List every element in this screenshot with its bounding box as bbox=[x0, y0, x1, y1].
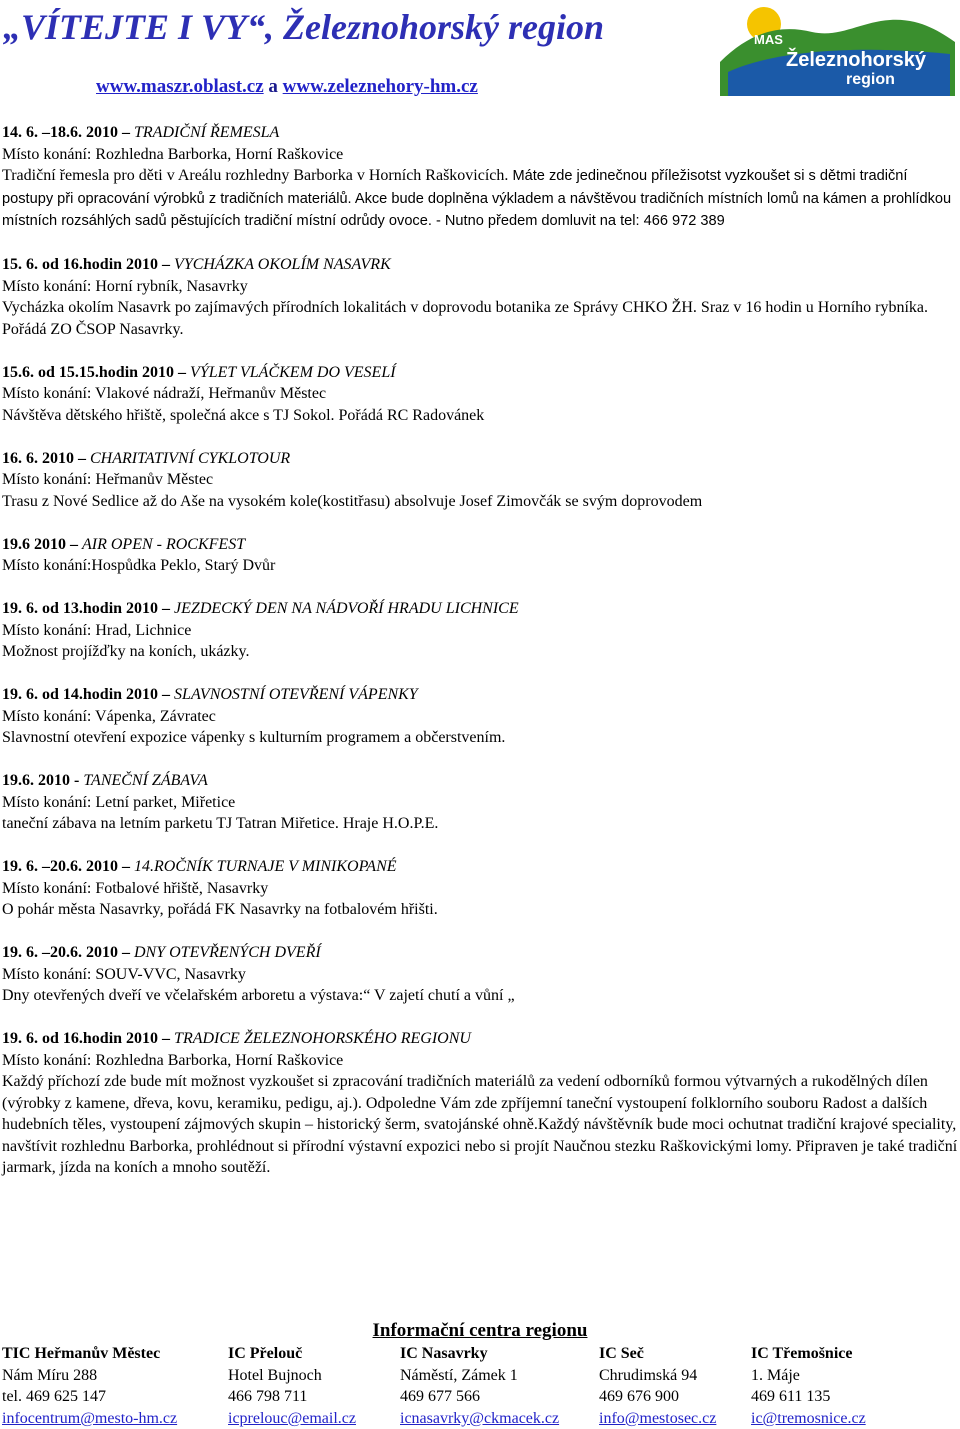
event-heading bbox=[2, 1028, 958, 1050]
event-description: Dny otevřených dveří ve včelařském arboretu a výstava:“ V zajetí chutí a vůní „ bbox=[2, 987, 515, 1004]
event-place: Místo konání: Horní rybník, Nasavrky bbox=[2, 277, 248, 295]
event-date: 19.6 2010 – bbox=[2, 535, 78, 553]
page-title: „VÍTEJTE I VY“, Železnohorský region bbox=[3, 7, 605, 47]
info-center-phone: 469 611 135 bbox=[751, 1388, 831, 1406]
info-center-phone: tel. 469 625 147 bbox=[2, 1388, 106, 1406]
event-date: 19. 6. –20.6. 2010 – bbox=[2, 858, 130, 875]
event-date: 19.6. 2010 - bbox=[2, 772, 80, 789]
info-center-phone: 469 676 900 bbox=[599, 1388, 679, 1406]
event-item bbox=[2, 448, 958, 513]
event-desc-part: Tradiční řemesla pro děti v Areálu rozhledny Barborka v Horních Raškovicích. bbox=[2, 167, 509, 184]
event-item bbox=[2, 770, 958, 835]
link-zeleznehory[interactable]: www.zeleznehory-hm.cz bbox=[282, 76, 478, 97]
event-place: Místo konání: Hrad, Lichnice bbox=[2, 621, 192, 639]
event-place: Místo konání: Vápenka, Závratec bbox=[2, 707, 216, 725]
info-center-phone: 466 798 711 bbox=[228, 1388, 308, 1406]
event-heading bbox=[2, 684, 958, 706]
event-description: Vycházka okolím Nasavrk po zajímavých přírodních lokalitách v doprovodu botanika ze Správy CHKO ŽH. Sraz v 16 hodin u Horního rybníka. Pořádá ZO ČSOP Nasavrky. bbox=[2, 299, 929, 338]
event-heading bbox=[2, 122, 958, 144]
event-date: 19. 6. od 13.hodin 2010 – bbox=[2, 600, 171, 617]
link-maszr[interactable]: www.maszr.oblast.cz bbox=[96, 76, 264, 97]
info-center bbox=[228, 1343, 356, 1429]
info-center-email[interactable]: infocentrum@mesto-hm.cz bbox=[2, 1409, 178, 1427]
info-center-address: 1. Máje bbox=[751, 1366, 800, 1384]
event-item bbox=[2, 684, 958, 749]
info-center-email[interactable]: icprelouc@email.cz bbox=[228, 1409, 356, 1427]
event-item bbox=[2, 534, 958, 577]
event-description: Trasu z Nové Sedlice až do Aše na vysokém kole(kostitřasu) absolvuje Josef Zimovčák se svým doprovodem bbox=[2, 492, 703, 510]
event-title: TANEČNÍ ZÁBAVA bbox=[83, 772, 208, 789]
event-item bbox=[2, 942, 958, 1007]
info-center-name: TIC Heřmanův Městec bbox=[2, 1345, 161, 1362]
event-place: Místo konání: Fotbalové hřiště, Nasavrky bbox=[2, 879, 269, 897]
event-description: Slavnostní otevření expozice vápenky s kulturním programem a občerstvením. bbox=[2, 729, 506, 746]
event-title: 14.ROČNÍK TURNAJE V MINIKOPANÉ bbox=[134, 858, 397, 875]
links-conjunction: a bbox=[268, 76, 278, 97]
event-heading bbox=[2, 942, 958, 964]
info-center bbox=[2, 1343, 177, 1429]
event-date: 19. 6. od 16.hodin 2010 – bbox=[2, 1030, 171, 1047]
event-item bbox=[2, 598, 958, 663]
info-center-email[interactable]: info@mestosec.cz bbox=[599, 1409, 717, 1427]
event-description: Návštěva dětského hřiště, společná akce s TJ Sokol. Pořádá RC Radovánek bbox=[2, 406, 485, 424]
info-center bbox=[599, 1343, 716, 1429]
info-center-phone: 469 677 566 bbox=[400, 1388, 480, 1406]
event-date: 19. 6. od 14.hodin 2010 – bbox=[2, 686, 171, 703]
event-date: 16. 6. 2010 – bbox=[2, 449, 86, 467]
event-place: Místo konání: Rozhledna Barborka, Horní Raškovice bbox=[2, 145, 344, 163]
event-place: Místo konání: Heřmanův Městec bbox=[2, 471, 214, 488]
event-description: Každý příchozí zde bude mít možnost vyzkoušet si zpracování tradičních materiálů za vedení odborníků formou výtvarných a rukodělných dílen (výrobky z kamene, dřeva, kovu, keramiku, pedigu, aj.). Odpoledne Vám zde zpříjemní taneční vystoupení folklorního souboru Radost a dalších hudebních těles, vystoupení zájmových skupin – historický šerm, svatojánské ohně.Každý návštěvník bude moci ochutnat tradiční krajové speciality, navštívit rozhlednu Barborka, prohlédnout si přírodní výstavní expozici nebo si projít Naučnou stezku Raškovickými lomy. Připraven je také tradiční jarmark, jízda na koních a mnoho soutěží. bbox=[2, 1073, 958, 1176]
info-center-address: Hotel Bujnoch bbox=[228, 1366, 322, 1384]
event-heading bbox=[2, 362, 958, 384]
logo-text-mas: MAS bbox=[754, 32, 783, 47]
event-list bbox=[2, 122, 958, 1200]
event-date: 19. 6. –20.6. 2010 – bbox=[2, 944, 130, 961]
info-center-email[interactable]: icnasavrky@ckmacek.cz bbox=[400, 1409, 560, 1427]
info-center-name: IC Třemošnice bbox=[751, 1345, 853, 1362]
mas-zeleznohorsky-logo bbox=[720, 2, 955, 96]
event-title: AIR OPEN - ROCKFEST bbox=[82, 535, 246, 553]
event-place: Místo konání: Letní parket, Miřetice bbox=[2, 793, 236, 811]
info-centers-heading: Informační centra regionu bbox=[372, 1320, 588, 1341]
info-center-name: IC Přelouč bbox=[228, 1345, 303, 1362]
logo-text-zeleznohorsky: Železnohorský bbox=[786, 49, 927, 71]
info-center bbox=[400, 1343, 559, 1429]
event-item bbox=[2, 856, 958, 921]
event-heading bbox=[2, 598, 958, 620]
event-item bbox=[2, 122, 958, 233]
event-heading bbox=[2, 254, 958, 276]
info-center-address: Náměstí, Zámek 1 bbox=[400, 1366, 518, 1384]
event-date: 15.6. od 15.15.hodin 2010 – bbox=[2, 363, 187, 381]
info-center-name: IC Seč bbox=[599, 1345, 644, 1362]
event-place: Místo konání: Vlakové nádraží, Heřmanův Městec bbox=[2, 385, 327, 402]
event-title: VYCHÁZKA OKOLÍM NASAVRK bbox=[174, 256, 391, 273]
logo-text-region: region bbox=[846, 71, 895, 88]
event-place: Místo konání: Rozhledna Barborka, Horní Raškovice bbox=[2, 1051, 344, 1069]
event-place: Místo konání: SOUV-VVC, Nasavrky bbox=[2, 965, 246, 983]
event-place: Místo konání:Hospůdka Peklo, Starý Dvůr bbox=[2, 557, 276, 574]
info-center-address: Chrudimská 94 bbox=[599, 1366, 698, 1384]
event-date: 15. 6. od 16.hodin 2010 – bbox=[2, 256, 171, 273]
event-item bbox=[2, 362, 958, 427]
event-item bbox=[2, 254, 958, 340]
info-center bbox=[751, 1343, 866, 1429]
event-title: DNY OTEVŘENÝCH DVEŘÍ bbox=[134, 944, 321, 961]
event-title: VÝLET VLÁČKEM DO VESELÍ bbox=[190, 363, 396, 381]
event-title: TRADIČNÍ ŘEMESLA bbox=[134, 124, 280, 141]
event-heading bbox=[2, 770, 958, 792]
event-description bbox=[2, 165, 958, 233]
event-date: 14. 6. –18.6. 2010 – bbox=[2, 124, 130, 141]
event-title: CHARITATIVNÍ CYKLOTOUR bbox=[90, 449, 291, 467]
event-title: JEZDECKÝ DEN NA NÁDVOŘÍ HRADU LICHNICE bbox=[174, 600, 519, 617]
info-center-name: IC Nasavrky bbox=[400, 1345, 488, 1362]
event-title: SLAVNOSTNÍ OTEVŘENÍ VÁPENKY bbox=[174, 686, 418, 703]
event-description: Možnost projížďky na koních, ukázky. bbox=[2, 643, 250, 660]
info-center-email[interactable]: ic@tremosnice.cz bbox=[751, 1409, 866, 1427]
info-center-address: Nám Míru 288 bbox=[2, 1366, 98, 1384]
event-title: TRADICE ŽELEZNOHORSKÉHO REGIONU bbox=[174, 1030, 471, 1047]
website-links bbox=[96, 76, 478, 98]
event-heading bbox=[2, 856, 958, 878]
event-description: O pohár města Nasavrky, pořádá FK Nasavrky na fotbalovém hřišti. bbox=[2, 901, 438, 918]
event-heading bbox=[2, 534, 958, 556]
event-description: taneční zábava na letním parketu TJ Tatran Miřetice. Hraje H.O.P.E. bbox=[2, 815, 439, 832]
event-item bbox=[2, 1028, 958, 1179]
event-heading bbox=[2, 448, 958, 470]
event-desc-part: Máte zde jedinečnou příležisotst vyzkoušet si s dětmi tradiční postupy při opracování výrobků z tradičních materiálů. Akce bude doplněna výkladem a návštěvou tradičních místních lomů na kámen a prohlídkou místních rozsáhlých sadů pěstujících tradiční místní odrůdy ovoce. - Nutno předem domluvit na tel: 466 972 389 bbox=[2, 168, 952, 229]
